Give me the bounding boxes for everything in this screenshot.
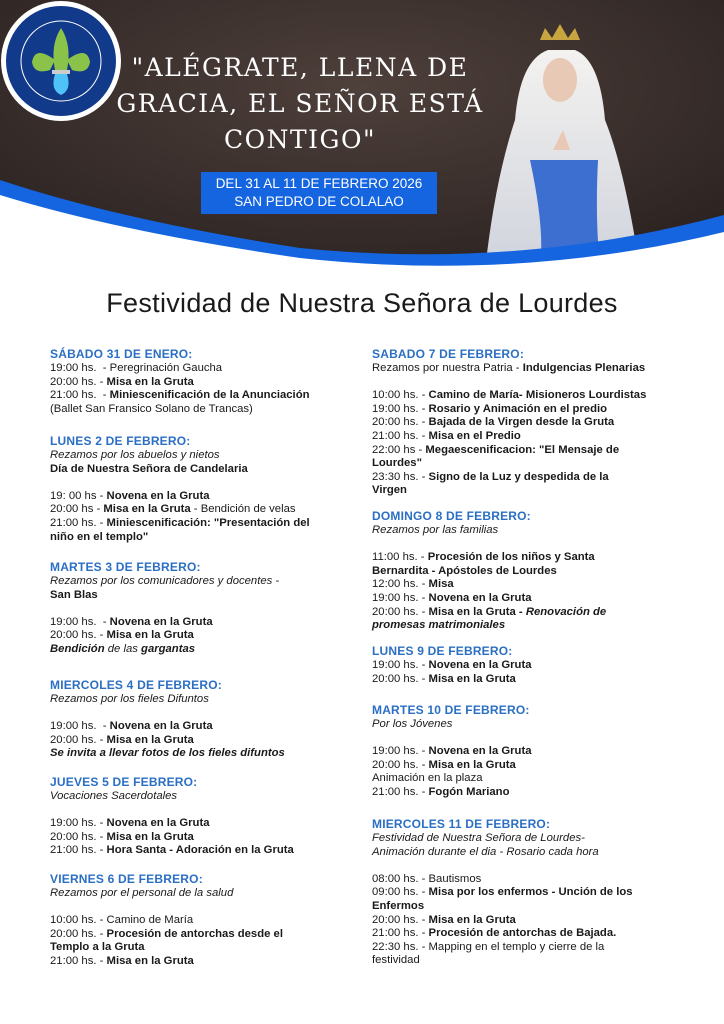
text-segment: 20:00 hs. - xyxy=(50,927,107,940)
text-segment: (Ballet San Fransico Solano de Trancas) xyxy=(50,402,253,415)
text-segment: Vocaciones Sacerdotales xyxy=(50,790,178,802)
text-segment: 20:00 hs. - xyxy=(372,758,429,771)
text-segment: 19:00 hs. - xyxy=(372,745,429,758)
day-heading: VIERNES 6 DE FEBRERO: xyxy=(50,872,203,886)
event-line xyxy=(372,444,690,458)
event-line xyxy=(372,457,690,471)
text-segment: 10:00 hs. - Camino de María xyxy=(50,914,194,927)
text-segment: Misa en la Gruta xyxy=(106,830,194,843)
text-segment: 21:00 hs. - xyxy=(50,954,107,967)
text-segment: Misa por los enfermos - Unción de los xyxy=(428,886,633,899)
day-block xyxy=(372,508,690,633)
event-line xyxy=(50,941,368,955)
text-segment: Miniescenificación de la Anunciación xyxy=(109,389,310,402)
day-note xyxy=(50,589,368,603)
text-segment: niño en el templo" xyxy=(50,530,149,543)
event-line xyxy=(50,517,368,531)
location: SAN PEDRO DE COLALAO xyxy=(234,194,404,209)
event-line xyxy=(50,734,368,748)
event-line xyxy=(50,362,368,376)
text-segment: Misa en la Gruta xyxy=(106,375,194,388)
event-line xyxy=(372,914,690,928)
event-line xyxy=(372,565,690,579)
day-note xyxy=(372,832,690,846)
text-segment: de las xyxy=(104,642,142,655)
day-heading: MARTES 10 DE FEBRERO: xyxy=(372,703,530,717)
day-block xyxy=(372,346,690,498)
text-segment: Día de Nuestra Señora de Candelaria xyxy=(50,462,248,475)
text-segment: 20:00 hs. - xyxy=(372,416,429,429)
event-line xyxy=(50,747,368,761)
text-segment: Se invita a llevar fotos de los fieles difuntos xyxy=(50,747,285,760)
text-segment: 22:30 hs. - Mapping en el templo y cierre de la xyxy=(372,940,605,953)
text-segment: Novena en la Gruta xyxy=(428,659,532,671)
text-segment: Rezamos por las familias xyxy=(372,524,499,536)
text-segment: 19:00 hs. - xyxy=(50,720,110,733)
event-line xyxy=(372,873,690,887)
text-segment: Rosario y Animación en el predio xyxy=(428,402,608,415)
text-segment: Misa xyxy=(428,578,454,591)
event-line xyxy=(372,745,690,759)
event-line xyxy=(50,490,368,504)
text-segment: Novena en la Gruta xyxy=(109,615,213,628)
text-segment: 21:00 hs. - xyxy=(372,785,429,798)
day-note xyxy=(50,693,368,707)
day-block xyxy=(372,643,690,686)
event-line xyxy=(372,759,690,773)
day-heading: MARTES 3 DE FEBRERO: xyxy=(50,560,201,574)
text-segment: Renovación de xyxy=(525,605,607,618)
text-segment: 20:00 hs. - xyxy=(372,605,429,618)
text-segment: Misa en la Gruta xyxy=(106,954,194,967)
event-line xyxy=(372,484,690,498)
text-segment: 21:00 hs. - xyxy=(372,429,429,442)
day-block xyxy=(372,702,690,800)
text-segment: 19:00 hs. - xyxy=(50,817,107,830)
text-segment: Rezamos por nuestra Patria - xyxy=(372,362,523,374)
text-segment: 19: 00 hs - xyxy=(50,489,107,502)
event-line xyxy=(50,831,368,845)
text-segment: 21:00 hs. - xyxy=(50,844,107,857)
event-line xyxy=(372,673,690,687)
text-segment: Procesión de los niños y Santa xyxy=(427,551,595,564)
text-segment: 10:00 hs. - xyxy=(372,389,429,402)
text-segment: Misa en la Gruta xyxy=(106,733,194,746)
text-segment: Misa en la Gruta xyxy=(106,629,194,642)
event-line xyxy=(372,416,690,430)
text-segment: Enfermos xyxy=(372,899,425,912)
text-segment: Misa en la Gruta xyxy=(428,758,516,771)
text-segment: - Bendición de velas xyxy=(190,503,296,516)
text-segment: 21:00 hs. - xyxy=(50,389,110,402)
text-segment: 22:00 hs - xyxy=(372,443,426,456)
text-segment: 20:00 hs - xyxy=(50,503,104,516)
text-segment: San Blas xyxy=(50,588,98,601)
event-line xyxy=(50,616,368,630)
event-line xyxy=(50,844,368,858)
text-segment: Animación durante el dia - Rosario cada hora xyxy=(372,845,599,858)
text-segment: 12:00 hs. - xyxy=(372,578,429,591)
event-line xyxy=(50,817,368,831)
text-segment: 19:00 hs. - xyxy=(372,591,429,604)
day-note xyxy=(50,463,368,477)
text-segment: Por los Jóvenes xyxy=(372,718,453,730)
event-line xyxy=(50,928,368,942)
text-segment: Procesión de antorchas desde el xyxy=(106,927,283,940)
text-segment: Rezamos por los comunicadores y docentes - xyxy=(50,575,280,587)
day-heading: SÁBADO 31 DE ENERO: xyxy=(50,347,193,361)
event-line xyxy=(372,659,690,673)
day-block xyxy=(50,774,368,858)
event-line xyxy=(50,403,368,417)
day-note xyxy=(50,575,368,589)
event-line xyxy=(372,772,690,786)
text-segment: gargantas xyxy=(141,642,196,655)
text-segment: Misa en la Gruta xyxy=(103,503,191,516)
event-line xyxy=(372,403,690,417)
text-segment: Bendición xyxy=(50,642,105,655)
event-line xyxy=(372,619,690,633)
text-segment: 11:00 hs. - xyxy=(372,551,428,564)
text-segment: Novena en la Gruta xyxy=(109,720,213,733)
text-segment: Hora Santa - Adoración en la Gruta xyxy=(106,844,294,857)
text-segment: 08:00 hs. - Bautismos xyxy=(372,872,482,885)
day-heading: JUEVES 5 DE FEBRERO: xyxy=(50,775,198,789)
text-segment: promesas matrimoniales xyxy=(372,619,506,632)
text-segment: Novena en la Gruta xyxy=(106,817,210,830)
text-segment: 20:00 hs. - xyxy=(50,830,107,843)
event-line xyxy=(50,503,368,517)
day-block xyxy=(50,871,368,969)
text-segment: Templo a la Gruta xyxy=(50,941,145,954)
fundacion-logo xyxy=(0,0,122,122)
text-segment: Miniescenificación: "Presentación del xyxy=(106,516,310,529)
event-line xyxy=(372,551,690,565)
day-block xyxy=(372,816,690,968)
event-line xyxy=(372,954,690,968)
event-line xyxy=(50,914,368,928)
text-segment: 21:00 hs. - xyxy=(372,927,429,940)
banner-quote: "ALÉGRATE, LLENA DE GRACIA, EL SEÑOR ESTÁ CONTIGO" xyxy=(116,53,484,154)
text-segment: 19:00 hs. - xyxy=(372,659,429,671)
text-segment: Festividad de Nuestra Señora de Lourdes- xyxy=(372,832,585,844)
text-segment: Lourdes" xyxy=(372,457,422,470)
text-segment: 20:00 hs. - xyxy=(372,672,429,685)
text-segment: Animación en la plaza xyxy=(372,772,483,785)
text-segment: 21:00 hs. - xyxy=(50,516,107,529)
text-segment: 20:00 hs. - xyxy=(372,913,429,926)
text-segment: Rezamos por el personal de la salud xyxy=(50,887,234,899)
text-segment: Misa en el Predio xyxy=(428,429,521,442)
header-banner xyxy=(0,0,724,290)
text-segment: Megaescenificacion: "El Mensaje de xyxy=(425,443,620,456)
event-line xyxy=(50,955,368,969)
text-segment: Novena en la Gruta xyxy=(428,745,532,758)
text-segment: 19:00 hs. - xyxy=(372,402,429,415)
text-segment: Indulgencias Plenarias xyxy=(522,362,646,374)
text-segment: Rezamos por los fieles Difuntos xyxy=(50,693,209,705)
event-line xyxy=(372,927,690,941)
event-line xyxy=(372,389,690,403)
event-line xyxy=(372,606,690,620)
text-segment: 23:30 hs. - xyxy=(372,470,429,483)
page-title: Festividad de Nuestra Señora de Lourdes xyxy=(106,288,618,318)
text-segment: 20:00 hs. - xyxy=(50,375,107,388)
text-segment: Fogón Mariano xyxy=(428,785,510,798)
event-line xyxy=(50,629,368,643)
text-segment: Signo de la Luz y despedida de la xyxy=(428,470,609,483)
day-heading: SABADO 7 DE FEBRERO: xyxy=(372,347,525,361)
text-segment: Virgen xyxy=(372,484,407,497)
text-segment: Procesión de antorchas de Bajada. xyxy=(428,927,617,940)
day-block xyxy=(50,559,368,657)
event-line xyxy=(50,720,368,734)
text-segment: 19:00 hs. - xyxy=(50,615,110,628)
text-segment: Camino de María- Misioneros Lourdistas xyxy=(428,389,647,402)
text-segment: Misa en la Gruta xyxy=(428,913,516,926)
day-note xyxy=(50,887,368,901)
text-segment: Bajada de la Virgen desde la Gruta xyxy=(428,416,615,429)
event-line xyxy=(50,531,368,545)
day-heading: LUNES 9 DE FEBRERO: xyxy=(372,644,513,658)
event-line xyxy=(372,886,690,900)
text-segment: Novena en la Gruta xyxy=(428,591,532,604)
day-note xyxy=(50,449,368,463)
event-line xyxy=(372,578,690,592)
day-note xyxy=(372,718,690,732)
day-block xyxy=(50,433,368,544)
text-segment: Misa en la Gruta - xyxy=(428,605,526,618)
day-block xyxy=(50,677,368,761)
event-line xyxy=(372,900,690,914)
date-range: DEL 31 AL 11 DE FEBRERO 2026 xyxy=(215,176,423,191)
text-segment: 20:00 hs. - xyxy=(50,629,107,642)
text-segment: 19:00 hs. - Peregrinación Gaucha xyxy=(50,362,223,374)
event-line xyxy=(372,941,690,955)
text-segment: Bernardita - Apóstoles de Lourdes xyxy=(372,564,557,577)
day-heading: DOMINGO 8 DE FEBRERO: xyxy=(372,509,531,523)
event-line xyxy=(372,786,690,800)
text-segment: 09:00 hs. - xyxy=(372,886,429,899)
day-heading: MIERCOLES 11 DE FEBRERO: xyxy=(372,817,551,831)
day-note xyxy=(50,790,368,804)
day-note xyxy=(372,846,690,860)
text-segment: Misa en la Gruta xyxy=(428,672,516,685)
event-line xyxy=(372,592,690,606)
day-heading: LUNES 2 DE FEBRERO: xyxy=(50,434,191,448)
event-line xyxy=(50,389,368,403)
text-segment: Rezamos por los abuelos y nietos xyxy=(50,449,220,461)
event-line xyxy=(50,376,368,390)
event-line xyxy=(50,643,368,657)
day-note xyxy=(372,524,690,538)
text-segment: Novena en la Gruta xyxy=(106,489,210,502)
date-location-box xyxy=(201,172,437,214)
text-segment: festividad xyxy=(372,954,420,967)
day-note xyxy=(372,362,690,376)
day-heading: MIERCOLES 4 DE FEBRERO: xyxy=(50,678,222,692)
text-segment: 20:00 hs. - xyxy=(50,733,107,746)
day-block xyxy=(50,346,368,416)
event-line xyxy=(372,430,690,444)
event-line xyxy=(372,471,690,485)
